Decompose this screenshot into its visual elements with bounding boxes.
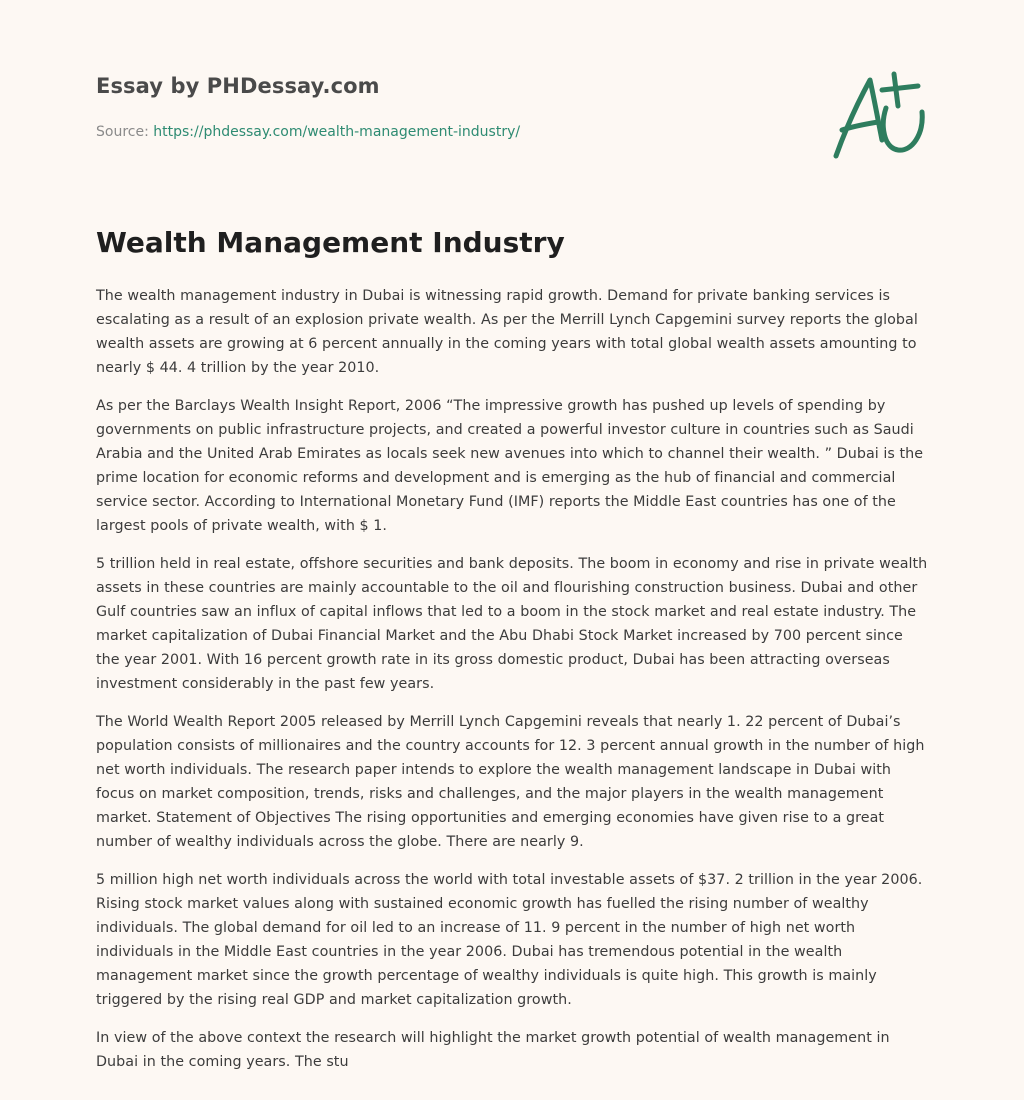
site-title: Essay by PHDessay.com: [96, 74, 380, 98]
source-label: Source:: [96, 124, 154, 140]
essay-paragraph: 5 trillion held in real estate, offshore securities and bank deposits. The boom in economy and rise in private wealth assets in these countries are mainly accountable to the oil and flourishing construction business. Dubai and other Gulf countries saw an influx of capital inflows that led to a boom in the stock market and real estate industry. The market capitalization of Dubai Financial Market and the Abu Dhabi Stock Market increased by 700 percent since the year 2001. With 16 percent growth rate in its gross domestic product, Dubai has been attracting overseas investment considerably in the past few years.: [96, 556, 928, 692]
essay-paragraph: As per the Barclays Wealth Insight Report, 2006 “The impressive growth has pushed up levels of spending by governments on public infrastructure projects, and created a powerful investor culture in countries such as Saudi Arabia and the United Arab Emirates as locals seek new avenues into which to channel their wealth. ” Dubai is the prime location for economic reforms and development and is emerging as the hub of financial and commercial service sector. According to International Monetary Fund (IMF) reports the Middle East countries has one of the largest pools of private wealth, with $ 1.: [96, 398, 924, 534]
source-link[interactable]: https://phdessay.com/wealth-management-industry/: [153, 124, 521, 140]
essay-paragraph: The wealth management industry in Dubai is witnessing rapid growth. Demand for private banking services is escalating as a result of an explosion private wealth. As per the Merrill Lynch Capgemini survey reports the global wealth assets are growing at 6 percent annually in the coming years with total global wealth assets amounting to nearly $ 44. 4 trillion by the year 2010.: [96, 288, 918, 376]
essay-paragraph: In view of the above context the research will highlight the market growth potential of wealth management in Dubai in the coming years. The stu: [96, 1030, 890, 1070]
a-plus-grade-icon: [828, 68, 928, 164]
essay-body: [96, 284, 930, 1088]
essay-title: Wealth Management Industry: [96, 226, 565, 259]
page-header: [96, 74, 928, 174]
essay-paragraph: The World Wealth Report 2005 released by Merrill Lynch Capgemini reveals that nearly 1. 22 percent of Dubai’s population consists of millionaires and the country accounts for 12. 3 percent annual growth in the number of high net worth individuals. The research paper intends to explore the wealth management landscape in Dubai with focus on market composition, trends, risks and challenges, and the major players in the wealth management market. Statement of Objectives The rising opportunities and emerging economies have given rise to a great number of wealthy individuals across the globe. There are nearly 9.: [96, 714, 925, 850]
source-line: [96, 124, 520, 140]
essay-paragraph: 5 million high net worth individuals across the world with total investable assets of $37. 2 trillion in the year 2006. Rising stock market values along with sustained economic growth has fuelled the rising number of wealthy individuals. The global demand for oil led to an increase of 11. 9 percent in the number of high net worth individuals in the Middle East countries in the year 2006. Dubai has tremendous potential in the wealth management market since the growth percentage of wealthy individuals is quite high. This growth is mainly triggered by the rising real GDP and market capitalization growth.: [96, 872, 923, 1008]
